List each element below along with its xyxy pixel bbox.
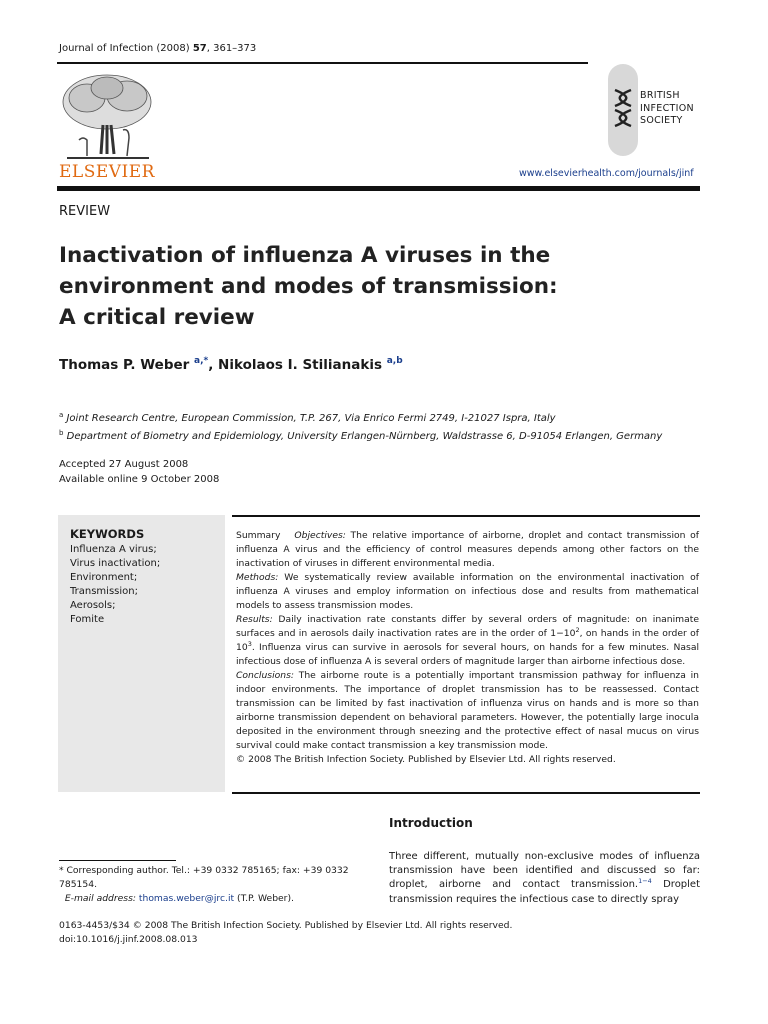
- author-affiliation-link[interactable]: a,*: [194, 356, 209, 366]
- summary-bottom-rule: [232, 792, 700, 794]
- masthead-rule: [57, 186, 700, 191]
- section-heading: Introduction: [389, 816, 473, 830]
- article-title: Inactivation of influenza A viruses in the environment and modes of transmission: A critical review: [59, 243, 558, 330]
- journal-url-link[interactable]: www.elsevierhealth.com/journals/jinf: [519, 168, 694, 179]
- corresponding-author-note: * Corresponding author. Tel.: +39 0332 785165; fax: +39 0332 785154. E-mail address: thomas.weber@jrc.it (T.P. Weber).: [59, 865, 349, 904]
- keywords-heading: KEYWORDS: [70, 527, 145, 541]
- section-label: REVIEW: [59, 204, 111, 219]
- footnote-rule: [59, 860, 176, 861]
- doi-link[interactable]: doi:10.1016/j.jinf.2008.08.013: [59, 934, 198, 945]
- author-name: Nikolaos I. Stilianakis: [218, 357, 382, 373]
- copyright-doi: 0163-4453/$34 © 2008 The British Infection Society. Published by Elsevier Ltd. All rights reserved. doi:10.1016/j.jinf.2008.08.013: [59, 920, 513, 945]
- abstract: Summary Objectives: The relative importance of airborne, droplet and contact transmission of influenza A virus and the efficiency of control measures depends among other factors on the inactivation of viruses in different environmental media. Methods: We systematically review available information on the environmental inactivation of influenza A viruses and employ information on infectious dose and results from mathematical models to assess transmission modes. Results: Daily inactivation rate constants differ by several orders of magnitude: on inanimate surfaces and in aerosols daily inactivation rates are in the order of $1-10^2$, on hands in the order of $10^3$. Influenza virus can survive in aerosols for several hours, on hands for a few minutes. Nasal infectious dose of influenza A is several orders of magnitude larger than airborne infectious dose. Conclusions: The airborne route is a potentially important transmission pathway for influenza in indoor environments. The importance of droplet transmission has to be reassessed. Contact transmission can be limited by fast inactivation of influenza virus on hands and is more so than airborne transmission dependent on behavioral parameters. However, the potentially large inocula deposited in the environment through sneezing and the protective effect of nasal mucus on virus survival could make contact transmission a key transmission mode. © 2008 The British Infection Society. Published by Elsevier Ltd. All rights reserved.: [236, 530, 700, 765]
- keyword-item: Environment;: [70, 572, 138, 583]
- email-link[interactable]: thomas.weber@jrc.it: [138, 893, 235, 904]
- author-list: Thomas P. Weber $^{a,*}$, Nikolaos I. Stilianakis $^{a,b}$: [59, 356, 403, 373]
- author-name: Thomas P. Weber: [59, 357, 190, 373]
- introduction-text: Three different, mutually non-exclusive modes of influenza transmission have been identified and discussed so far: droplet, airborne and contact transmission.$^{1-4}$ Droplet transmission requires the infectious case to directly spray: [389, 851, 701, 905]
- affiliations: $^a$ Joint Research Centre, European Commission, T.P. 267, Via Enrico Fermi 2749, I-21027 Ispra, Italy $^b$ Department of Biometry and Epidemiology, University Erlangen-Nürnberg, Waldstrasse 6, D-91054 Erlangen, Germany: [59, 411, 663, 442]
- author-affiliation-link[interactable]: a,b: [386, 356, 403, 366]
- elsevier-wordmark: ELSEVIER: [59, 162, 155, 182]
- summary-top-rule: [232, 515, 700, 517]
- elsevier-tree-logo: [57, 70, 157, 165]
- article-dates: Accepted 27 August 2008 Available online 9 October 2008: [59, 459, 220, 485]
- journal-citation: Journal of Infection (2008) 57, 361–373: [59, 43, 257, 54]
- reference-link[interactable]: 1−4: [638, 877, 652, 886]
- dna-helix-logo: [608, 64, 638, 156]
- society-name: BRITISH INFECTION SOCIETY: [640, 90, 694, 126]
- keyword-item: Virus inactivation;: [70, 558, 161, 569]
- keyword-item: Aerosols;: [70, 600, 116, 611]
- keywords-list: [70, 543, 160, 627]
- keyword-item: Influenza A virus;: [70, 544, 157, 555]
- header-rule: [57, 62, 588, 64]
- copyright-line: © 2008 The British Infection Society. Published by Elsevier Ltd. All rights reserved.: [236, 754, 616, 765]
- keyword-item: Fomite: [70, 614, 105, 625]
- keyword-item: Transmission;: [70, 586, 138, 597]
